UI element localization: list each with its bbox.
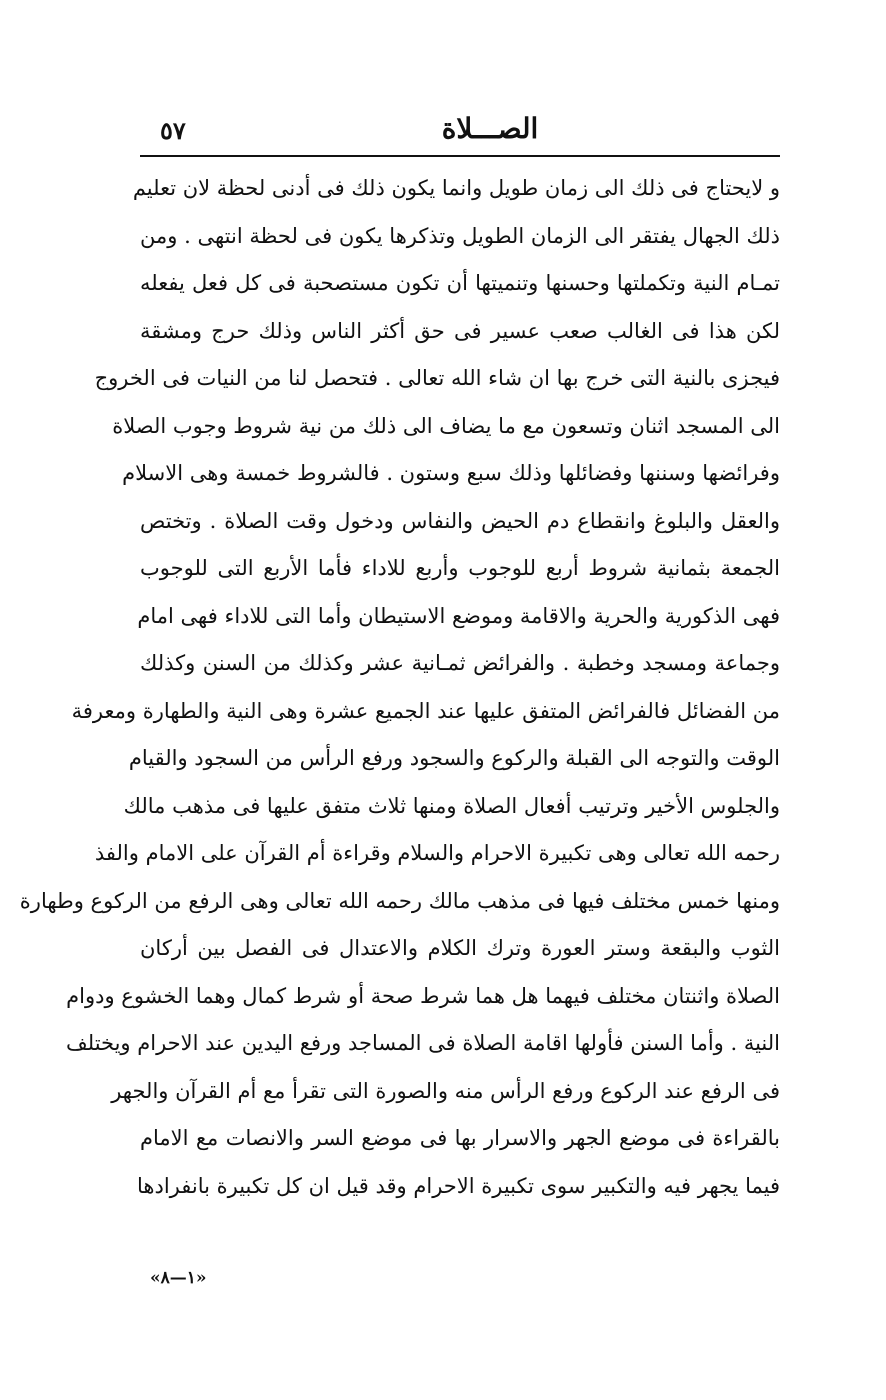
text-line: الى المسجد اثنان وتسعون مع ما يضاف الى ذلك من نية شروط وجوب الصلاة	[112, 413, 780, 438]
text-line: وجماعة ومسجد وخطبة . والفرائض ثمـانية عشر وكذلك من السنن وكذلك	[140, 651, 780, 675]
body-text	[19, 165, 780, 1210]
text-line: وفرائضها وسننها وفضائلها وذلك سبع وستون . فالشروط خمسة وهى الاسلام	[122, 461, 780, 485]
page-header	[140, 108, 780, 156]
text-line: تمـام النية وتكملتها وحسنها وتنميتها أن تكون مستصحبة فى كل فعل يفعله	[140, 271, 780, 295]
text-line: و لايحتاج فى ذلك الى زمان طويل وانما يكون ذلك فى أدنى لحظة لان تعليم	[132, 176, 780, 200]
text-line: لكن هذا فى الغالب صعب عسير فى حق أكثر الناس وذلك حرج ومشقة	[140, 318, 780, 343]
text-line: فيما يجهر فيه والتكبير سوى تكبيرة الاحرام وقد قيل ان كل تكبيرة بانفرادها	[137, 1173, 780, 1198]
text-line: من الفضائل فالفرائض المتفق عليها عند الجميع عشرة وهى النية والطهارة ومعرفة	[71, 698, 780, 723]
text-line: والجلوس الأخير وترتيب أفعال الصلاة ومنها ثلاث متفق عليها فى مذهب مالك	[123, 793, 780, 818]
text-line: رحمه الله تعالى وهى تكبيرة الاحرام والسلام وقراءة أم القرآن على الامام والفذ	[94, 841, 780, 865]
text-line: بالقراءة فى موضع الجهر والاسرار بها فى موضع السر والانصات مع الامام	[140, 1126, 780, 1150]
text-line: والعقل والبلوغ وانقطاع دم الحيض والنفاس ودخول وقت الصلاة . وتختص	[140, 508, 780, 533]
running-title: الصـــلاة	[441, 112, 539, 145]
text-line: فى الرفع عند الركوع ورفع الرأس منه والصورة التى تقرأ مع أم القرآن والجهر	[111, 1078, 780, 1103]
text-line: ومنها خمس مختلف فيها فى مذهب مالك رحمه الله تعالى وهى الرفع من الركوع وطهارة	[19, 888, 780, 913]
text-line: الجمعة بثمانية شروط أربع للوجوب وأربع للاداء فأما الأربع التى للوجوب	[140, 556, 780, 580]
text-line: ذلك الجهال يفتقر الى الزمان الطويل وتذكرها يكون فى لحظة انتهى . ومن	[140, 223, 780, 248]
text-line: فهى الذكورية والحرية والاقامة وموضع الاستيطان وأما التى للاداء فهى امام	[137, 603, 780, 628]
text-line: الوقت والتوجه الى القبلة والركوع والسجود ورفع الرأس من السجود والقيام	[128, 746, 780, 770]
text-line: الثوب والبقعة وستر العورة وترك الكلام والاعتدال فى الفصل بين أركان	[140, 936, 780, 960]
text-line: الصلاة واثنتان مختلف فيهما هل هما شرط صحة أو شرط كمال وهما الخشوع ودوام	[66, 983, 780, 1008]
text-line: فيجزى بالنية التى خرج بها ان شاء الله تعالى . فتحصل لنا من النيات فى الخروج	[94, 366, 780, 390]
header-divider	[140, 155, 780, 157]
text-line: النية . وأما السنن فأولها اقامة الصلاة فى المساجد ورفع اليدين عند الاحرام ويختلف	[66, 1031, 780, 1055]
printer-signature: «١—٨»	[150, 1268, 207, 1288]
page-number: ٥٧	[160, 116, 186, 145]
